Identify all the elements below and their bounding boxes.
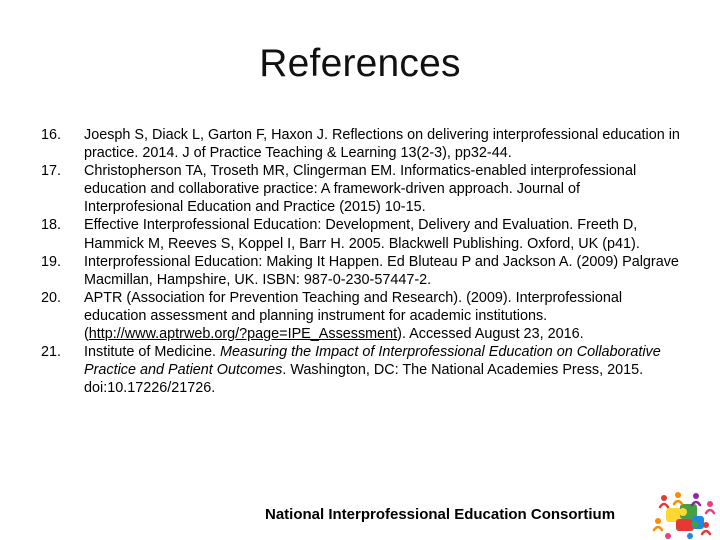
reference-link[interactable]: http://www.aptrweb.org/?page=IPE_Assessment bbox=[88, 326, 398, 343]
puzzle-knob-green bbox=[692, 521, 699, 528]
reference-number: 18. bbox=[41, 217, 62, 234]
reference-text-part: Institute of Medicine. bbox=[84, 344, 220, 361]
reference-text-part: Effective Interprofessional Education: Development, Delivery and Evaluation. Freeth D, Hammick M, Reeves S, Koppel I, Barr H. 2005. Blackwell Publishing. Oxford, UK (p41). bbox=[84, 217, 640, 252]
person-head-3 bbox=[693, 493, 699, 499]
person-body-3 bbox=[692, 502, 700, 505]
reference-text-part: Joesph S, Diack L, Garton F, Haxon J. Reflections on delivering interprofessional education in practice. 2014. J of Practice Teaching & Learning 13(2-3), pp32-44. bbox=[84, 127, 680, 162]
reference-number: 19. bbox=[41, 253, 62, 270]
reference-text-part: Interprofessional Education: Making It Happen. Ed Bluteau P and Jackson A. (2009) Palgrave Macmillan, Hampshire, UK. ISBN: 987-0-230-57447-2. bbox=[84, 253, 679, 288]
references-list bbox=[41, 126, 691, 397]
reference-title-italic: Measuring the Impact of Interprofessional Education on Collaborative Practice and Patient Outcomes bbox=[84, 344, 661, 379]
reference-item bbox=[41, 216, 691, 252]
reference-text bbox=[84, 289, 681, 343]
person-head-7 bbox=[665, 533, 671, 539]
reference-text-part: APTR (Association for Prevention Teaching and Research). (2009). Interprofessional education assessment and planning instrument for academic institutions. ( bbox=[84, 289, 623, 343]
person-body-6 bbox=[702, 531, 710, 534]
reference-item bbox=[41, 289, 691, 343]
person-head-8 bbox=[687, 533, 693, 539]
person-head-6 bbox=[703, 522, 709, 528]
reference-item bbox=[41, 343, 691, 397]
reference-number: 17. bbox=[41, 163, 62, 180]
reference-item bbox=[41, 126, 691, 162]
person-body-1 bbox=[660, 504, 668, 507]
reference-item bbox=[41, 162, 691, 216]
reference-number: 20. bbox=[41, 289, 62, 306]
person-body-5 bbox=[654, 527, 662, 530]
person-body-2 bbox=[674, 501, 682, 504]
reference-item bbox=[41, 253, 691, 289]
reference-text bbox=[84, 162, 681, 216]
slide-title: References bbox=[259, 42, 461, 85]
footer-organization: National Interprofessional Education Consortium bbox=[265, 506, 616, 523]
reference-number: 21. bbox=[41, 344, 62, 361]
reference-text bbox=[84, 216, 681, 252]
person-head-1 bbox=[661, 495, 667, 501]
puzzle-people-logo-icon bbox=[648, 490, 720, 540]
puzzle-piece-red bbox=[676, 519, 694, 531]
reference-text bbox=[84, 343, 681, 397]
puzzle-knob-yellow bbox=[679, 508, 687, 516]
reference-text-part: . Washington, DC: The National Academies Press, 2015. doi:10.17226/21726. bbox=[84, 362, 644, 397]
person-head-2 bbox=[675, 492, 681, 498]
person-head-5 bbox=[655, 518, 661, 524]
reference-text bbox=[84, 126, 681, 162]
person-head-4 bbox=[707, 501, 713, 507]
reference-number: 16. bbox=[41, 127, 62, 143]
reference-text-part: Christopherson TA, Troseth MR, Clingerman EM. Informatics-enabled interprofessional education and collaborative practice: A framework-driven approach. Journal of Interprofesional Education and Practice (2015) 10-15. bbox=[84, 163, 637, 216]
reference-text bbox=[84, 253, 681, 289]
person-body-4 bbox=[706, 510, 714, 513]
reference-text-part: ). Accessed August 23, 2016. bbox=[397, 326, 584, 343]
